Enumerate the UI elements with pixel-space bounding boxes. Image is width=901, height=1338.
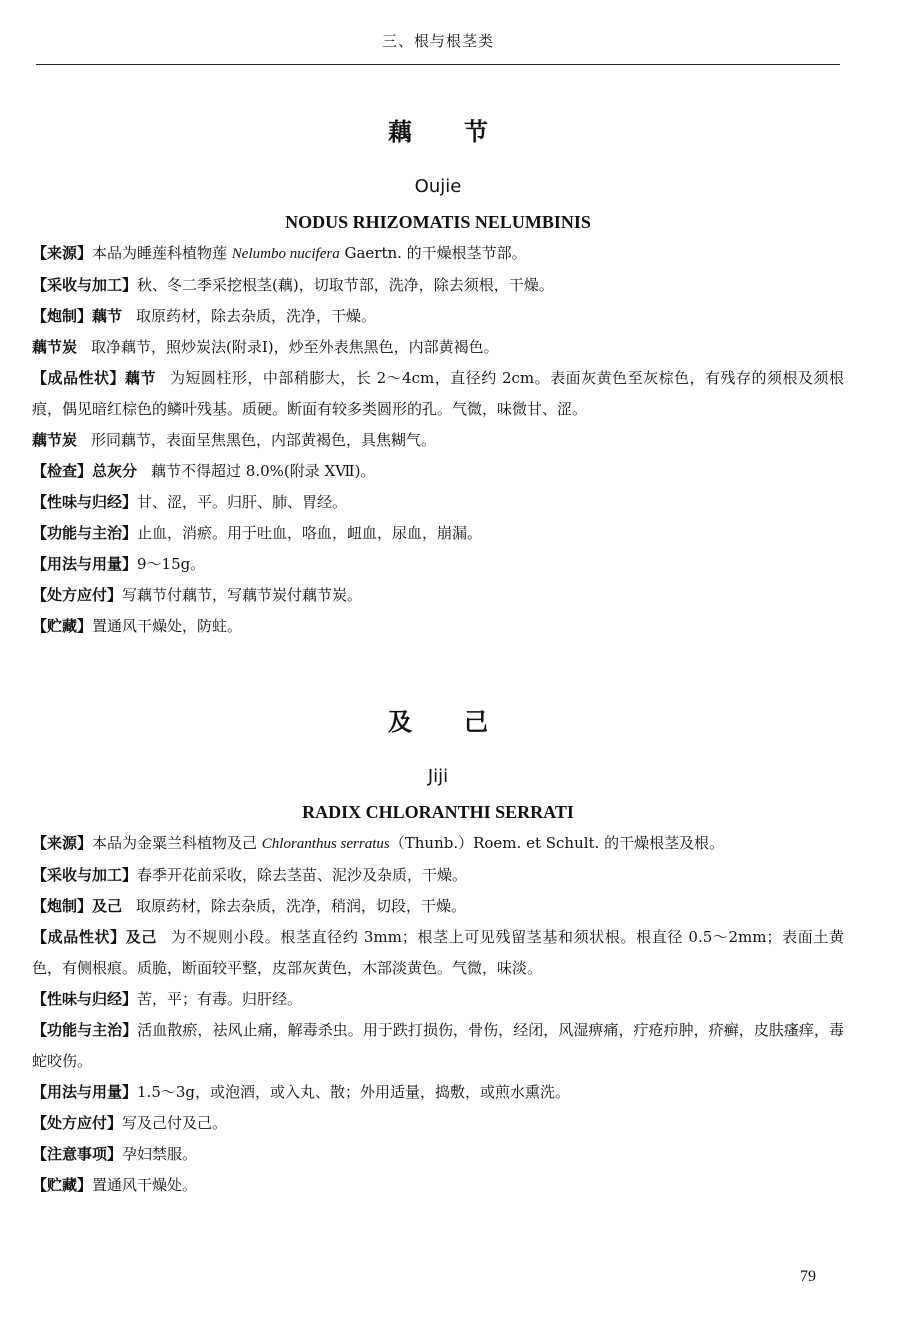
- section-processing: [32, 301, 844, 332]
- page-number: 79: [800, 1268, 816, 1285]
- monograph-oujie: [32, 112, 844, 642]
- section-text: 孕妇禁服。: [122, 1145, 198, 1163]
- monograph-latin-name: RADIX CHLORANTHI SERRATI: [302, 802, 574, 822]
- section-text: 取原药材，除去杂质，洗净，稍润，切段，干燥。: [136, 897, 467, 915]
- section-text: 9～15g。: [137, 555, 206, 573]
- section-sublabel: 及己: [92, 897, 123, 915]
- monograph-title: 及己: [388, 708, 540, 736]
- section-text: （Thunb.）Roem. et Schult. 的干燥根茎及根。: [389, 834, 725, 852]
- section-precautions: [32, 1139, 844, 1170]
- section-label: 【用法与用量】: [32, 555, 138, 573]
- section-label: 【采收与加工】: [32, 276, 138, 294]
- section-label: 【成品性状】: [32, 369, 125, 387]
- section-label: 【采收与加工】: [32, 866, 138, 884]
- section-characteristics: [32, 363, 844, 425]
- section-sublabel: 总灰分: [92, 462, 138, 480]
- section-sublabel: 藕节炭: [32, 338, 78, 356]
- section-dosage: [32, 1077, 844, 1108]
- monograph-latin-name: NODUS RHIZOMATIS NELUMBINIS: [285, 212, 591, 232]
- section-text: 甘、涩，平。归肝、肺、胃经。: [137, 493, 348, 511]
- section-prescription: [32, 1108, 844, 1139]
- section-label: 【成品性状】: [32, 928, 126, 946]
- section-label: 【炮制】: [32, 897, 93, 915]
- section-label: 【性味与归经】: [32, 493, 138, 511]
- section-label: 【来源】: [32, 244, 93, 262]
- section-text: 本品为金粟兰科植物及己: [92, 834, 262, 852]
- section-text: 取原药材，除去杂质，洗净，干燥。: [136, 307, 377, 325]
- latin-species: Chloranthus serratus: [261, 836, 390, 852]
- section-text: 写及己付及己。: [122, 1114, 228, 1132]
- monograph-pinyin: Oujie: [414, 176, 462, 197]
- section-label: 【注意事项】: [32, 1145, 123, 1163]
- section-sublabel: 及己: [125, 928, 157, 946]
- section-text: 置通风干燥处。: [92, 1176, 198, 1194]
- section-text: 本品为睡莲科植物莲: [92, 244, 232, 262]
- section-nature-meridian: [32, 487, 844, 518]
- section-source: [32, 828, 844, 860]
- section-label: 【用法与用量】: [32, 1083, 138, 1101]
- section-label: 【功能与主治】: [32, 1021, 138, 1039]
- section-text: Gaertn. 的干燥根茎节部。: [339, 244, 527, 262]
- section-label: 【炮制】: [32, 307, 93, 325]
- section-text: 写藕节付藕节，写藕节炭付藕节炭。: [122, 586, 363, 604]
- section-label: 【处方应付】: [32, 1114, 123, 1132]
- section-inspection: [32, 456, 844, 487]
- section-text: 形同藕节，表面呈焦黑色，内部黄褐色，具焦糊气。: [91, 431, 437, 449]
- section-text: 止血，消瘀。用于吐血，咯血，衄血，尿血，崩漏。: [137, 524, 483, 542]
- section-characteristics-charred: [32, 425, 844, 456]
- section-text: 为短圆柱形，中部稍膨大，长 2～4cm，直径约 2cm。表面灰黄色至灰棕色，有残存的须根及须根痕，偶见暗红棕色的鳞叶残基。质硬。断面有较多类圆形的孔。气微，味微甘、涩。: [32, 369, 844, 418]
- section-harvest: [32, 860, 844, 891]
- monograph-jiji: [32, 702, 844, 1201]
- section-text: 为不规则小段。根茎直径约 3mm；根茎上可见残留茎基和须状根。根直径 0.5～2mm；表面土黄色，有侧根痕。质脆，断面较平整，皮部灰黄色，木部淡黄色。气微，味淡。: [32, 928, 844, 977]
- section-text: 秋、冬二季采挖根茎(藕)，切取节部，洗净，除去须根，干燥。: [137, 276, 554, 294]
- section-processing: [32, 891, 844, 922]
- section-text: 1.5～3g，或泡酒，或入丸、散；外用适量，捣敷，或煎水熏洗。: [137, 1083, 571, 1101]
- section-text: 苦，平；有毒。归肝经。: [137, 990, 303, 1008]
- section-nature-meridian: [32, 984, 844, 1015]
- section-label: 【性味与归经】: [32, 990, 138, 1008]
- section-processing-charred: [32, 332, 844, 363]
- section-function: [32, 1015, 844, 1077]
- latin-species: Nelumbo nucifera: [231, 246, 340, 262]
- section-label: 【贮藏】: [32, 617, 93, 635]
- section-sublabel: 藕节: [124, 369, 156, 387]
- section-storage: [32, 1170, 844, 1201]
- section-text: 活血散瘀，祛风止痛，解毒杀虫。用于跌打损伤，骨伤，经闭，风湿痹痛，疔疮疖肿，疥癣，皮肤瘙痒，毒蛇咬伤。: [32, 1021, 844, 1070]
- section-text: 取净藕节，照炒炭法(附录Ⅰ)，炒至外表焦黑色，内部黄褐色。: [91, 338, 499, 356]
- section-prescription: [32, 580, 844, 611]
- section-text: 置通风干燥处，防蛀。: [92, 617, 243, 635]
- section-text: 春季开花前采收，除去茎苗、泥沙及杂质，干燥。: [137, 866, 468, 884]
- section-label: 【处方应付】: [32, 586, 123, 604]
- monograph-title: 藕节: [388, 118, 540, 146]
- section-characteristics: [32, 922, 844, 984]
- section-function: [32, 518, 844, 549]
- section-label: 【贮藏】: [32, 1176, 93, 1194]
- running-header: 三、根与根茎类: [381, 32, 494, 50]
- section-label: 【功能与主治】: [32, 524, 138, 542]
- section-harvest: [32, 270, 844, 301]
- section-source: [32, 238, 844, 270]
- section-sublabel: 藕节: [92, 307, 123, 325]
- section-text: 藕节不得超过 8.0%(附录 XⅦ)。: [151, 462, 376, 480]
- header-rule: [36, 64, 840, 65]
- section-storage: [32, 611, 844, 642]
- section-label: 【来源】: [32, 834, 93, 852]
- section-dosage: [32, 549, 844, 580]
- section-label: 【检查】: [32, 462, 93, 480]
- monograph-pinyin: Jiji: [427, 766, 449, 787]
- section-sublabel: 藕节炭: [32, 431, 78, 449]
